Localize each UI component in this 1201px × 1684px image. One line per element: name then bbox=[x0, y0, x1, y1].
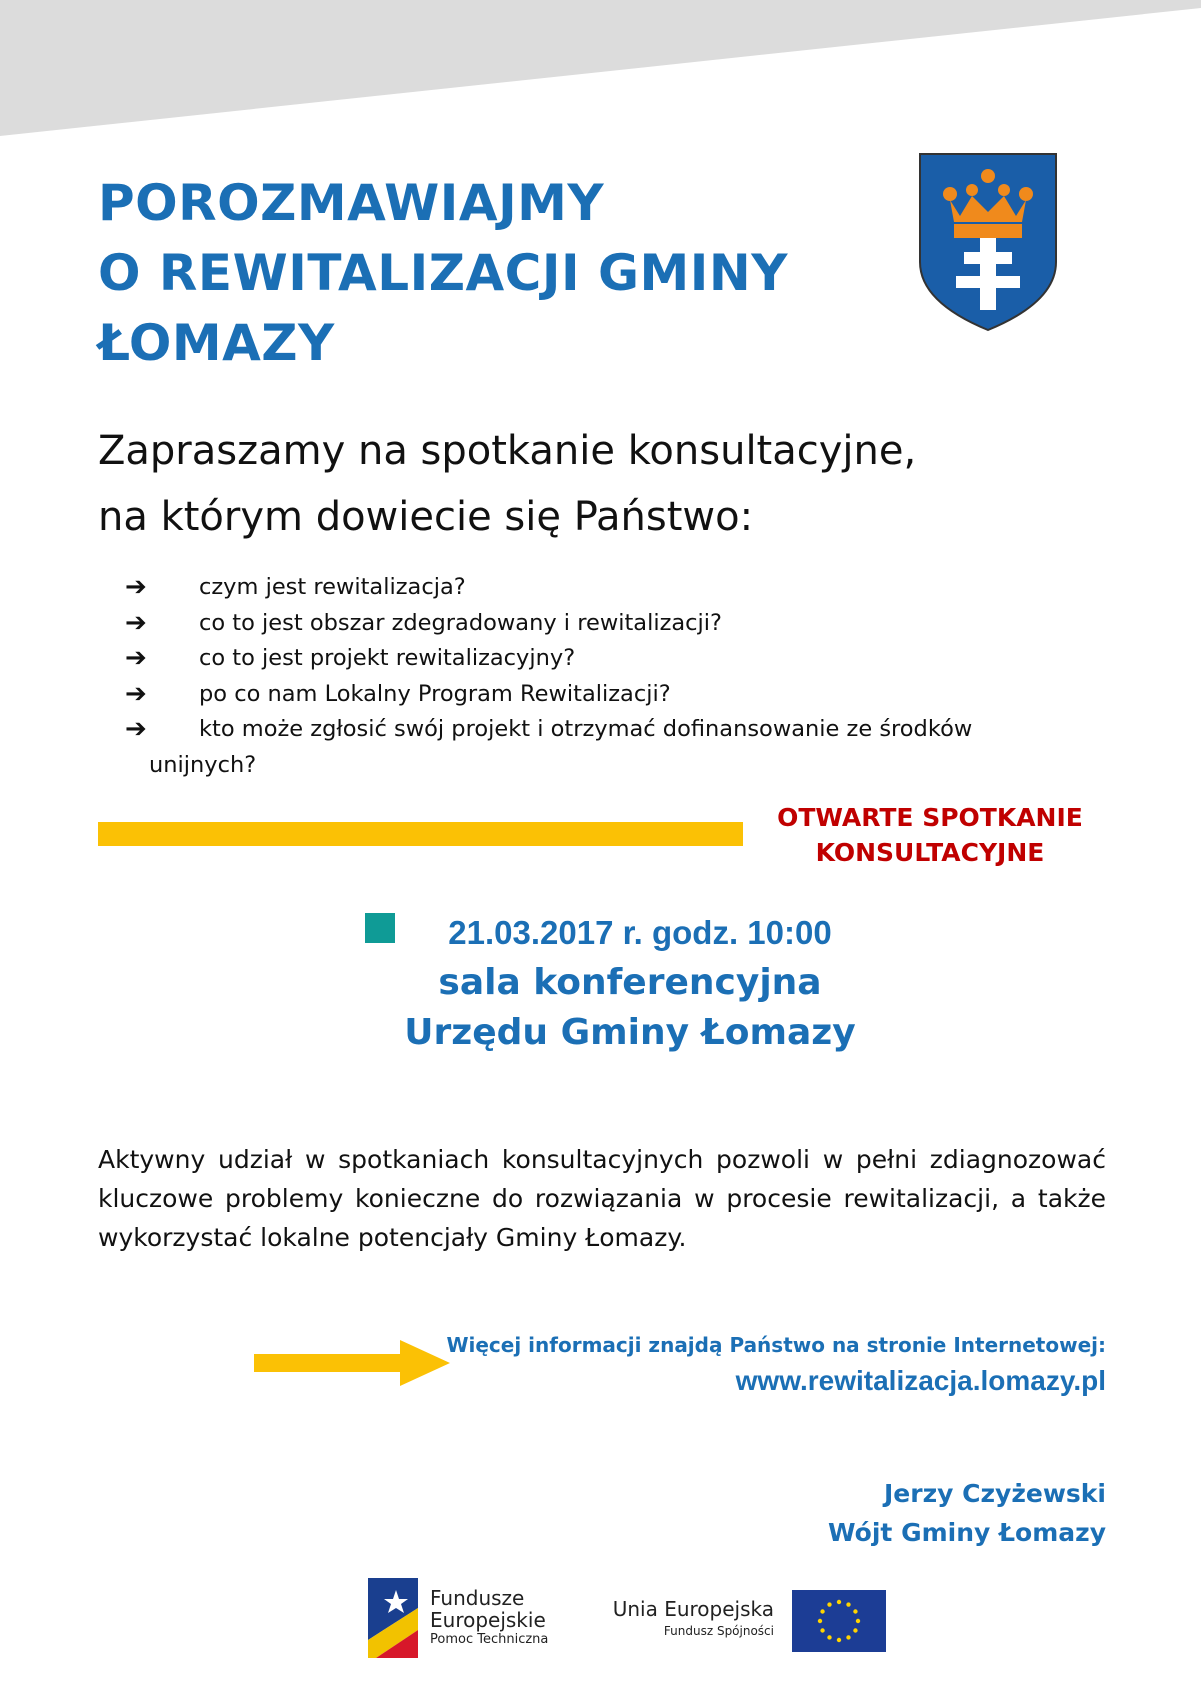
eu-star-icon bbox=[853, 1628, 857, 1632]
arrow-right-icon: ➔ bbox=[125, 643, 147, 673]
coat-of-arms-icon bbox=[918, 152, 1058, 332]
invitation-line-2: na którym dowiecie się Państwo: bbox=[98, 494, 754, 540]
signature-name: Jerzy Czyżewski bbox=[883, 1479, 1106, 1508]
eu-star-icon bbox=[853, 1609, 857, 1613]
eu-star-icon bbox=[820, 1628, 824, 1632]
open-meeting-label bbox=[770, 800, 1090, 870]
eu-star-icon bbox=[827, 1602, 831, 1606]
list-item-continuation: unijnych? bbox=[149, 751, 257, 778]
eu-star-icon bbox=[846, 1602, 850, 1606]
ue-line-1: Unia Europejska bbox=[612, 1597, 774, 1621]
event-place-line-2: Urzędu Gminy Łomazy bbox=[404, 1012, 856, 1053]
invitation-line-1: Zapraszamy na spotkanie konsultacyjne, bbox=[98, 428, 917, 474]
arrow-right-icon: ➔ bbox=[125, 607, 147, 638]
event-details bbox=[380, 908, 880, 1058]
list-item: ➔ co to jest projekt rewitalizacyjny? bbox=[125, 641, 1065, 677]
list-item: ➔ co to jest obszar zdegradowany i rewitalizacji? bbox=[125, 606, 1065, 642]
page-title bbox=[98, 168, 878, 378]
eu-star-icon bbox=[837, 1638, 841, 1642]
invitation-heading bbox=[98, 418, 1108, 550]
fe-line-3: Pomoc Techniczna bbox=[430, 1632, 549, 1647]
list-item: ➔ po co nam Lokalny Program Rewitalizacji? bbox=[125, 677, 1065, 713]
yellow-divider bbox=[98, 822, 743, 846]
eu-star-icon bbox=[846, 1635, 850, 1639]
eu-star-icon bbox=[818, 1619, 822, 1623]
questions-list bbox=[125, 570, 1065, 783]
fe-line-2: Europejskie bbox=[430, 1608, 546, 1632]
ue-line-2: Fundusz Spójności bbox=[663, 1624, 774, 1638]
body-paragraph: Aktywny udział w spotkaniach konsultacyjnych pozwoli w pełni zdiagnozować kluczowe problemy konieczne do rozwiązania w procesie rewitalizacji, a także wykorzystać lokalne potencjały Gminy Łomazy. bbox=[98, 1145, 1106, 1252]
eu-star-icon bbox=[827, 1635, 831, 1639]
eu-star-icon bbox=[856, 1619, 860, 1623]
open-meeting-line-1: OTWARTE SPOTKANIE bbox=[777, 803, 1083, 832]
signature bbox=[700, 1474, 1106, 1552]
fe-line-1: Fundusze bbox=[430, 1586, 525, 1610]
event-place-line-1: sala konferencyjna bbox=[438, 962, 822, 1003]
top-gray-band bbox=[0, 0, 1201, 140]
arrow-right-icon: ➔ bbox=[125, 714, 147, 744]
open-meeting-line-2: KONSULTACYJNE bbox=[815, 838, 1045, 867]
title-line-2: O REWITALIZACJI GMINY bbox=[98, 244, 788, 302]
more-info bbox=[420, 1328, 1106, 1400]
unia-europejska-text bbox=[598, 1596, 774, 1640]
fundusze-europejskie-logo bbox=[368, 1578, 418, 1658]
list-item: ➔ kto może zgłosić swój projekt i otrzymać dofinansowanie ze środków bbox=[125, 712, 1065, 748]
more-info-label: Więcej informacji znajdą Państwo na stronie Internetowej: bbox=[446, 1333, 1106, 1357]
eu-star-icon bbox=[837, 1600, 841, 1604]
title-line-1: POROZMAWIAJMY bbox=[98, 174, 605, 232]
fundusze-europejskie-text bbox=[430, 1587, 548, 1649]
website-link[interactable]: www.rewitalizacja.lomazy.pl bbox=[735, 1365, 1106, 1396]
list-item: ➔ czym jest rewitalizacja? bbox=[125, 570, 1065, 606]
eu-flag-icon bbox=[792, 1590, 886, 1652]
signature-role: Wójt Gminy Łomazy bbox=[827, 1518, 1106, 1547]
arrow-right-icon: ➔ bbox=[125, 678, 147, 709]
eu-star-icon bbox=[820, 1609, 824, 1613]
arrow-right-icon: ➔ bbox=[125, 572, 147, 602]
title-line-3: ŁOMAZY bbox=[98, 314, 335, 372]
event-datetime: 21.03.2017 r. godz. 10:00 bbox=[448, 914, 832, 951]
